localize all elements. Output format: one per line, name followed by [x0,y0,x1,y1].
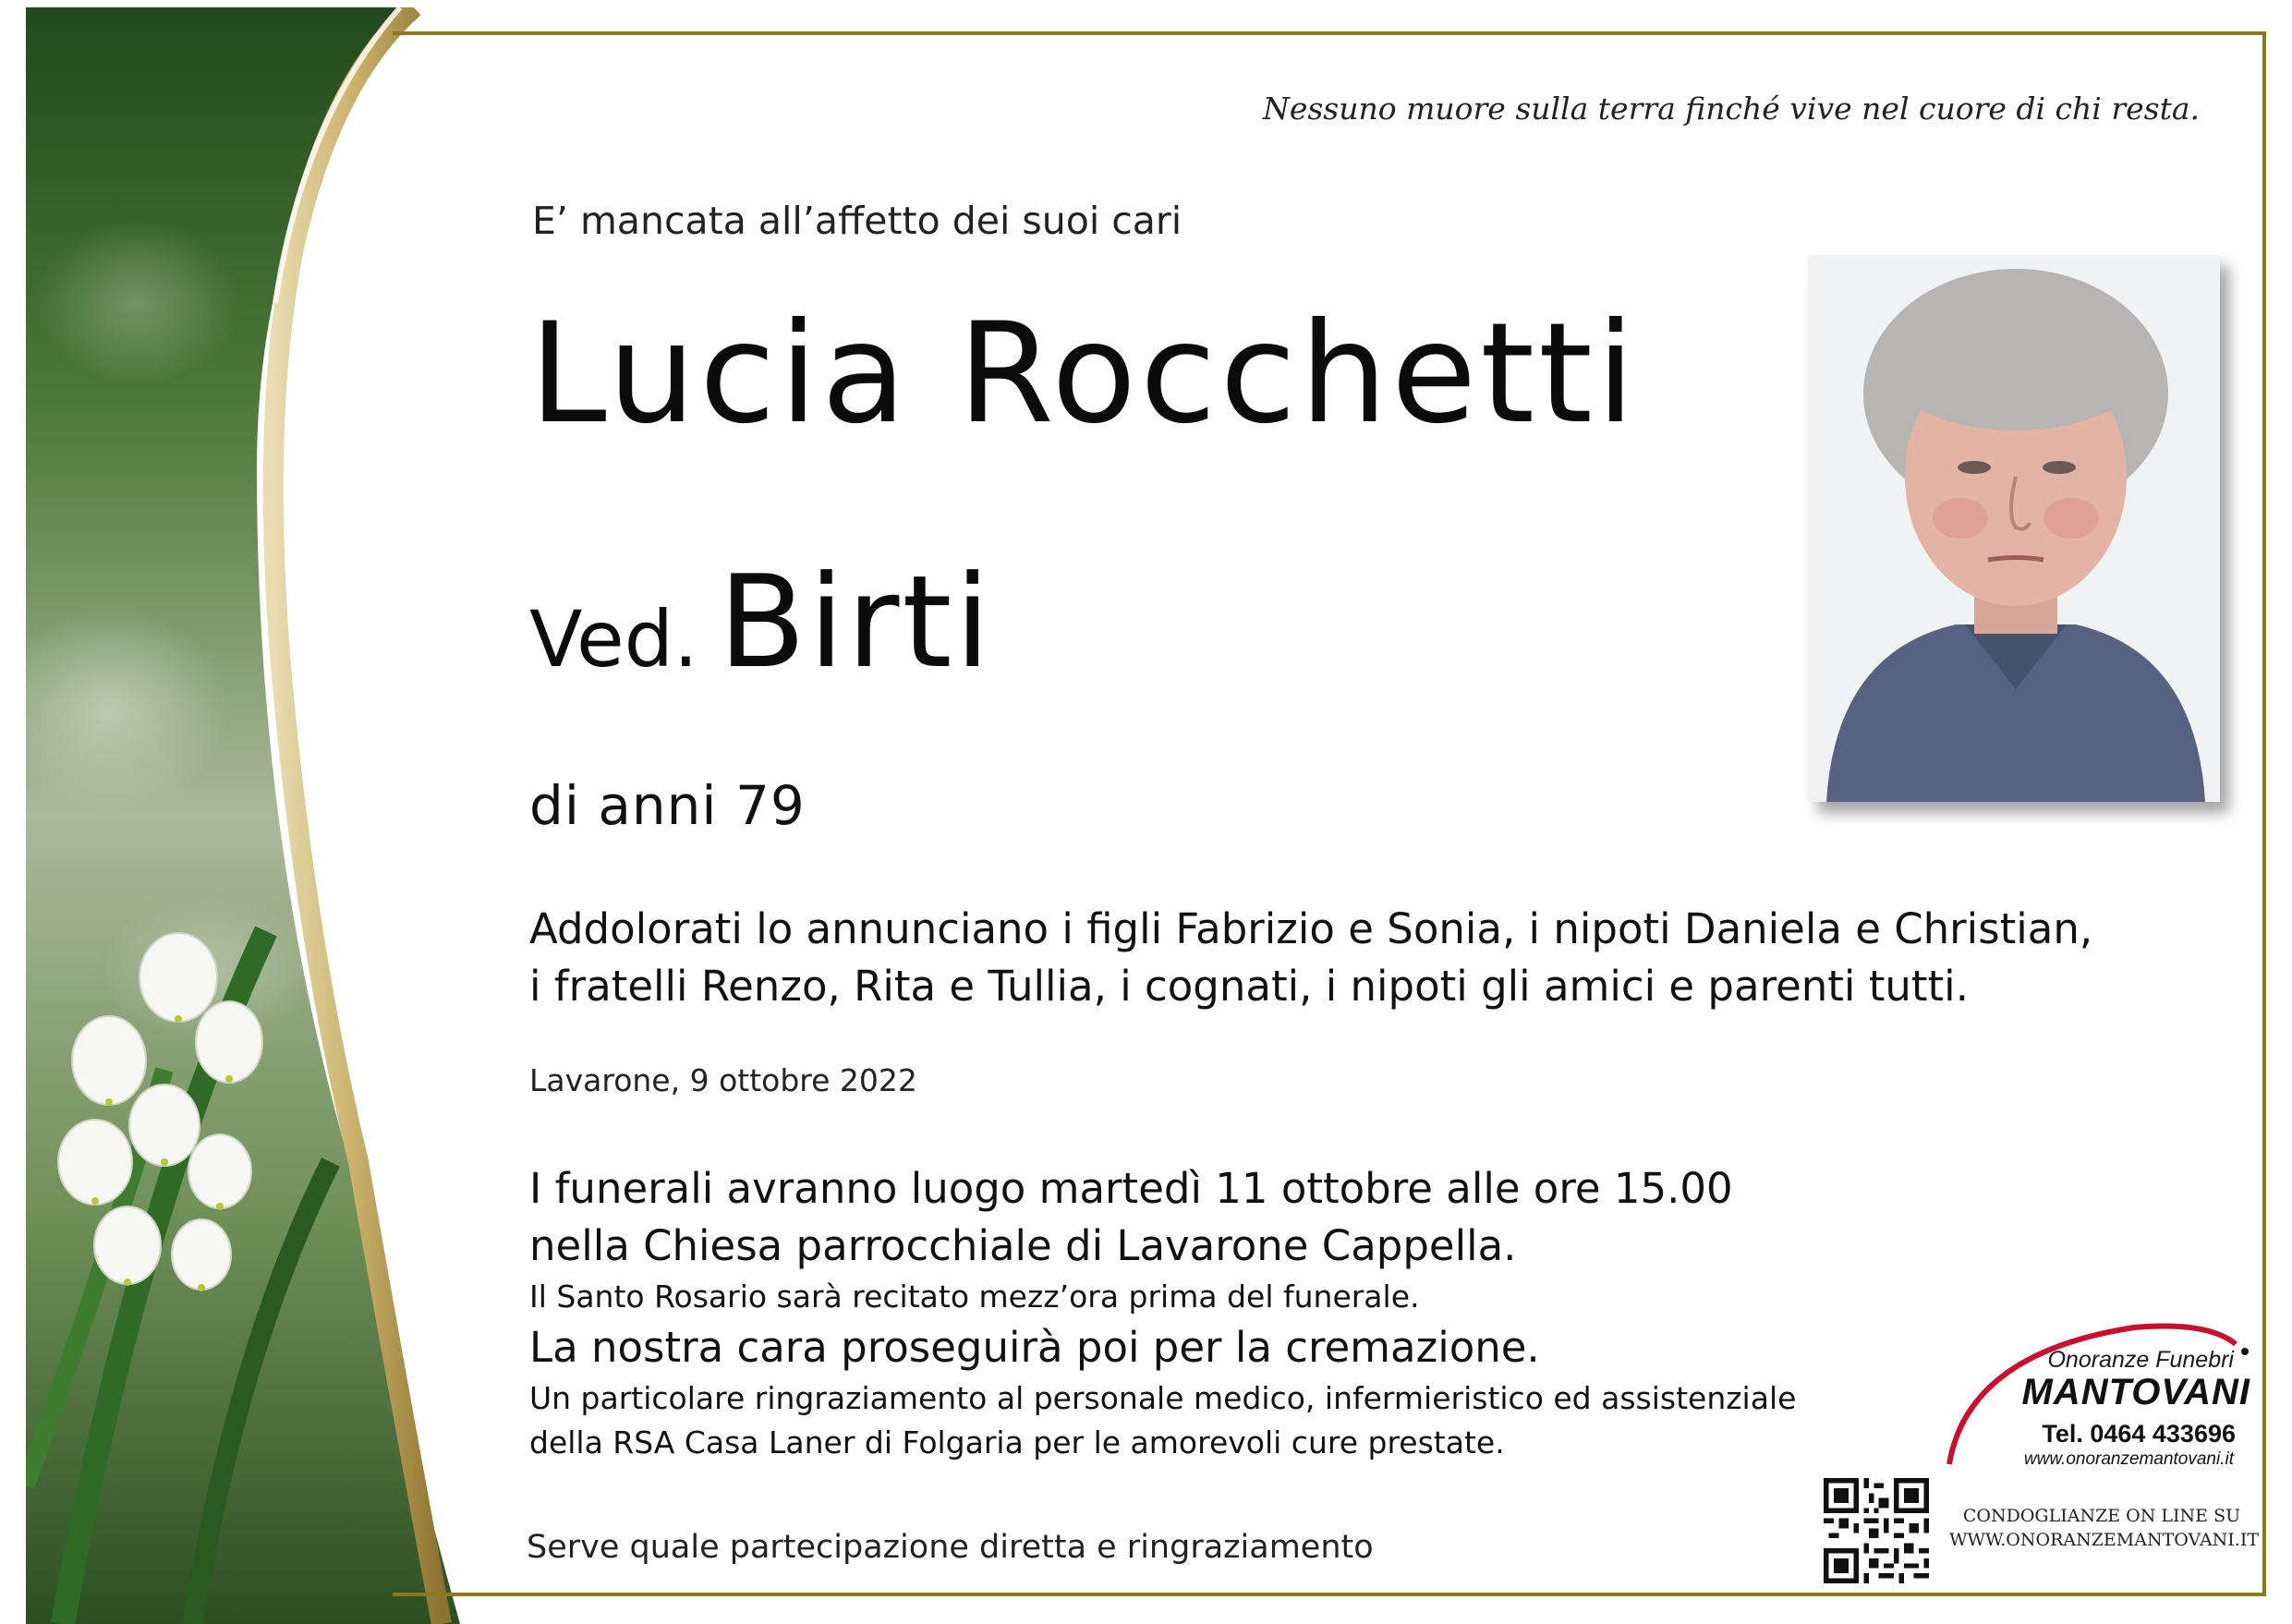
portrait-photo [1808,255,2220,802]
funeral-details [529,1160,1796,1465]
condolences-label: CONDOGLIANZE ON LINE SU [1962,1506,2241,1526]
funeral-location: nella Chiesa parrocchiale di Lavarone Cappella. [529,1221,1517,1270]
funeral-time: I funerali avranno luogo martedì 11 ottobre alle ore 15.00 [529,1164,1733,1213]
intro-text: E’ mancata all’affetto dei suoi cari [532,199,1182,243]
epigraph-quote: Nessuno muore sulla terra finché vive nel cuore di chi resta. [1262,91,2200,127]
cremation-note: La nostra cara proseguirà poi per la cremazione. [529,1323,1540,1372]
funeral-home-tagline: Onoranze Funebri [2047,1347,2234,1373]
married-surname: Birti [718,548,993,697]
funeral-home-website: www.onoranzemantovani.it [2023,1449,2234,1469]
funeral-home-brand: MANTOVANI [2021,1372,2250,1412]
deceased-name: Lucia Rocchetti [529,294,1639,454]
announcement-line: Addolorati lo annunciano i figli Fabrizio e Sonia, i nipoti Daniela e Christian, [529,904,2093,953]
funeral-home-logo [1931,1316,2262,1478]
thanks-line: della RSA Casa Laner di Folgaria per le amorevoli cure prestate. [529,1424,1505,1460]
age-text: di anni 79 [529,774,806,837]
married-name [529,548,993,697]
widow-prefix: Ved. [529,594,698,685]
announcement-line: i fratelli Renzo, Rita e Tullia, i cognati, i nipoti gli amici e parenti tutti. [529,962,1969,1011]
funeral-home-phone: Tel. 0464 433696 [2042,1420,2236,1448]
qr-code-icon[interactable] [1824,1478,1929,1583]
place-date: Lavarone, 9 ottobre 2022 [529,1062,917,1098]
thanks-line: Un particolare ringraziamento al personale medico, infermieristico ed assistenziale [529,1380,1797,1416]
online-condolences[interactable] [1949,1504,2260,1552]
footer-note: Serve quale partecipazione diretta e ringraziamento [527,1529,1374,1566]
announcement [529,901,2092,1015]
condolences-link[interactable]: WWW.ONORANZEMANTOVANI.IT [1949,1530,2260,1550]
rosary-note: Il Santo Rosario sarà recitato mezz’ora prima del funerale. [529,1279,1420,1315]
